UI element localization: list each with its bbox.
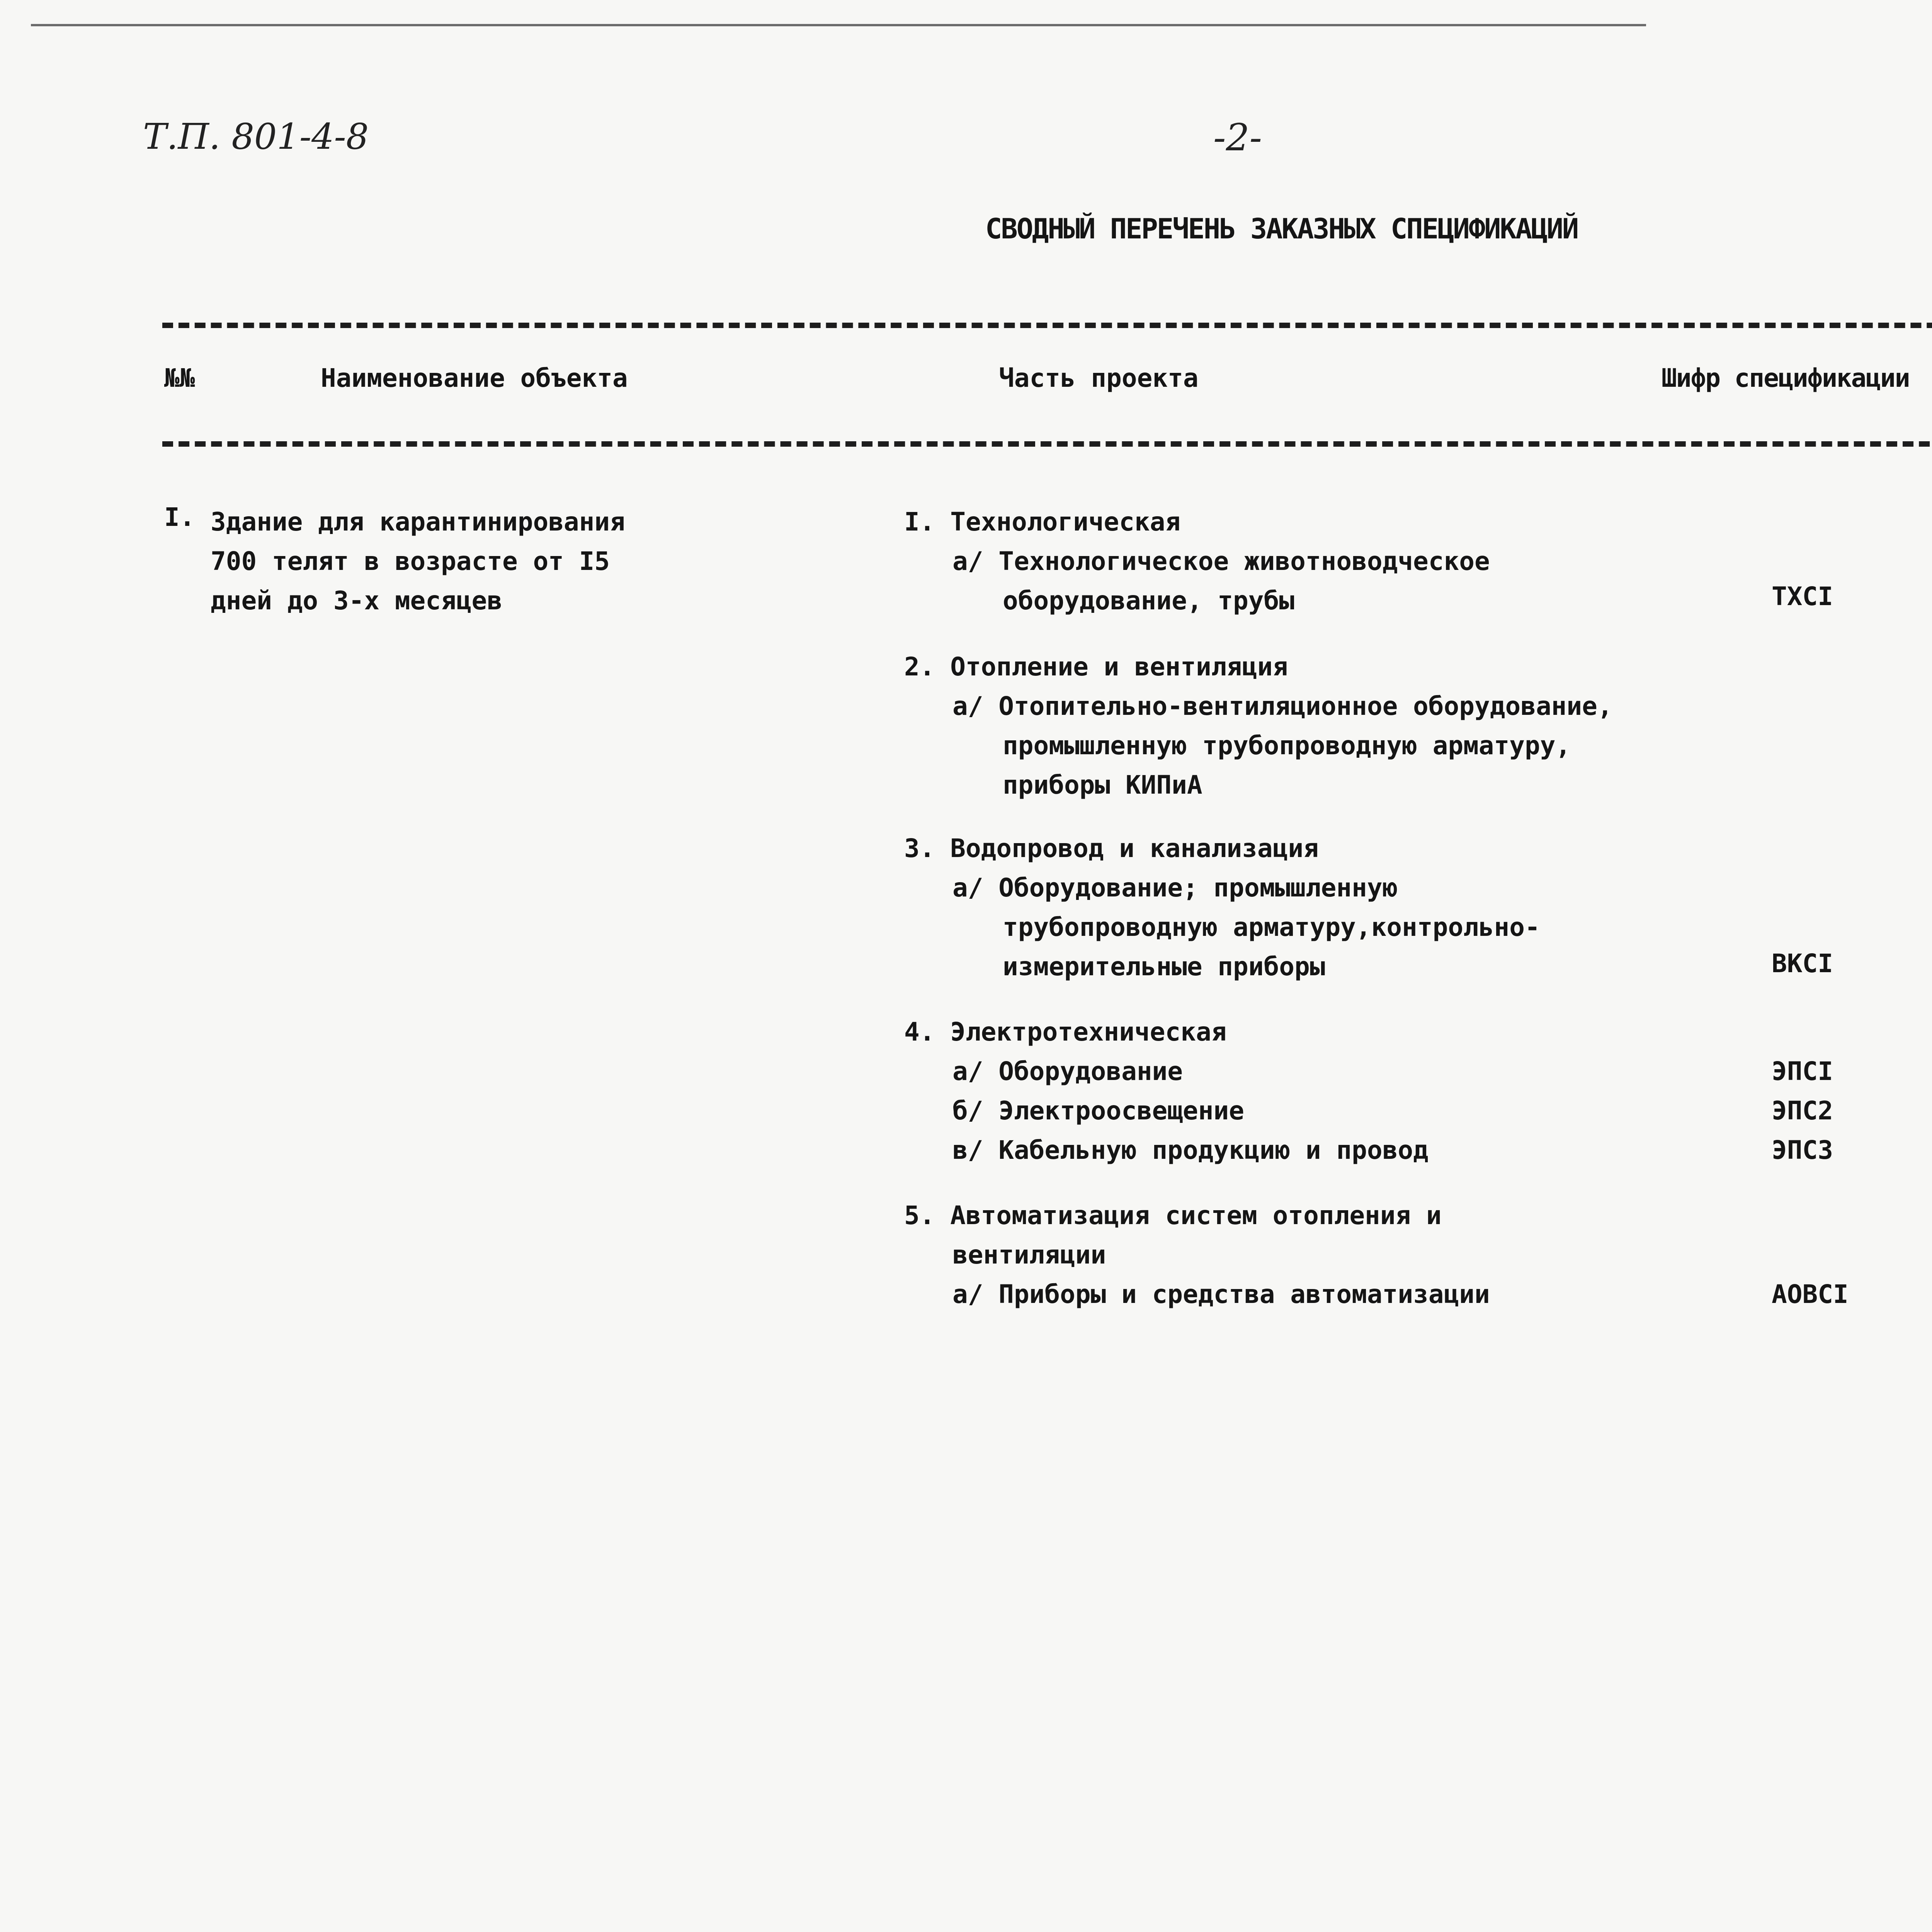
part-2-item-a-line1: а/ Отопительно-вентиляционное оборудование, bbox=[952, 691, 1613, 721]
header-code: Шифр спецификации bbox=[1662, 363, 1910, 393]
part-2-item-a-line2: промышленную трубопроводную арматуру, bbox=[1003, 731, 1571, 760]
part-3-item-a bbox=[952, 868, 1540, 986]
part-5-title-line2: вентиляции bbox=[952, 1240, 1106, 1270]
part-4-item-c: в/ Кабельную продукцию и провод bbox=[952, 1135, 1429, 1165]
object-name-line3: дней до 3-х месяцев bbox=[211, 586, 502, 616]
part-4-item-c-code: ЭПС3 bbox=[1772, 1135, 1833, 1165]
object-name-line1: Здание для карантинирования bbox=[211, 507, 625, 537]
object-name bbox=[211, 502, 625, 621]
page-title: СВОДНЫЙ ПЕРЕЧЕНЬ ЗАКАЗНЫХ СПЕЦИФИКАЦИЙ bbox=[985, 213, 1578, 245]
object-name-line2: 700 телят в возрасте от I5 bbox=[211, 546, 610, 576]
header-top-rule bbox=[162, 323, 1932, 328]
part-4-item-a: а/ Оборудование bbox=[952, 1056, 1183, 1086]
header-object: Наименование объекта bbox=[321, 363, 628, 393]
part-5-item-a-code: АОВСI bbox=[1772, 1279, 1849, 1309]
part-1-item-a bbox=[952, 542, 1490, 621]
object-number: I. bbox=[164, 502, 195, 532]
part-5-item-a: а/ Приборы и средства автоматизации bbox=[952, 1279, 1490, 1309]
part-4-title: 4. Электротехническая bbox=[904, 1017, 1227, 1047]
page-number: -2- bbox=[1213, 116, 1262, 159]
part-3-item-a-line2: трубопроводную арматуру,контрольно- bbox=[1003, 912, 1540, 942]
header-bottom-rule bbox=[162, 441, 1932, 447]
part-3-item-a-code: ВКСI bbox=[1772, 949, 1833, 978]
part-4-item-b-code: ЭПС2 bbox=[1772, 1096, 1833, 1126]
header-part: Часть проекта bbox=[999, 363, 1199, 393]
part-2-item-a bbox=[952, 687, 1613, 805]
part-3-title: 3. Водопровод и канализация bbox=[904, 833, 1319, 863]
part-4-item-a-code: ЭПСI bbox=[1772, 1056, 1833, 1086]
top-border-line bbox=[31, 24, 1646, 26]
part-4-item-b: б/ Электроосвещение bbox=[952, 1096, 1244, 1126]
part-1-item-a-code: ТХСI bbox=[1772, 582, 1833, 611]
part-3-item-a-line1: а/ Оборудование; промышленную bbox=[952, 873, 1398, 903]
part-2-item-a-line3: приборы КИПиА bbox=[1003, 770, 1202, 800]
part-1-item-a-line2: оборудование, трубы bbox=[1003, 586, 1294, 616]
part-5-title-line1: 5. Автоматизация систем отопления и bbox=[904, 1201, 1442, 1230]
part-5-title bbox=[904, 1196, 1442, 1275]
part-1-title: I. Технологическая bbox=[904, 507, 1181, 537]
doc-code: Т.П. 801-4-8 bbox=[143, 116, 369, 157]
part-3-item-a-line3: измерительные приборы bbox=[1003, 952, 1325, 981]
part-2-title: 2. Отопление и вентиляция bbox=[904, 652, 1288, 682]
part-1-item-a-line1: а/ Технологическое животноводческое bbox=[952, 546, 1490, 576]
header-num: №№ bbox=[164, 363, 195, 393]
